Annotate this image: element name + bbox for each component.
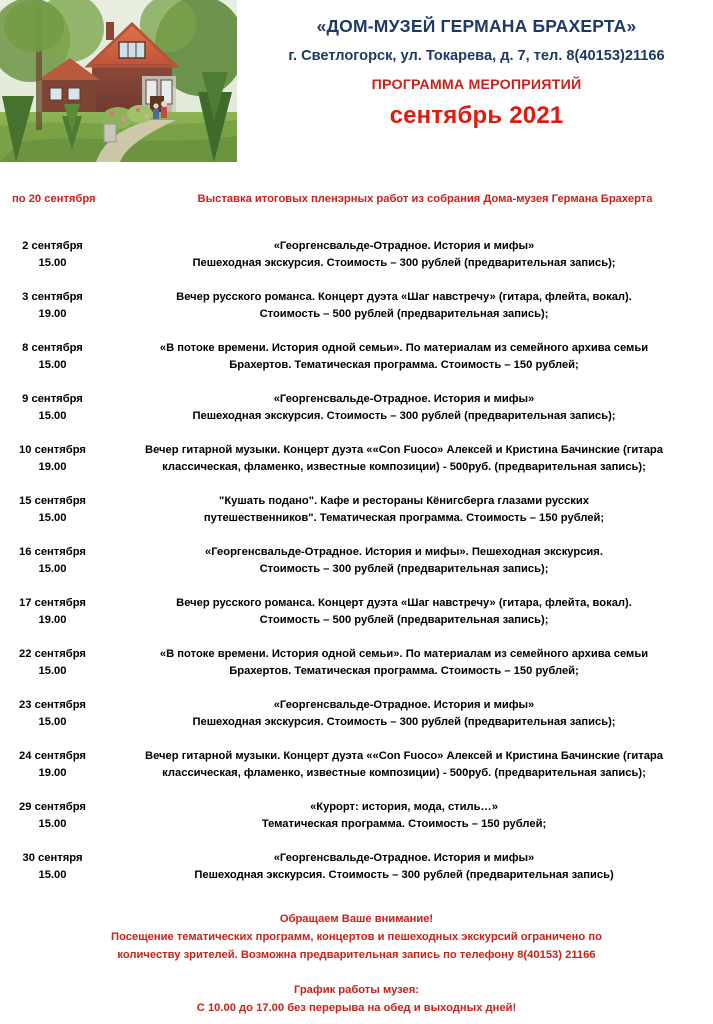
event-date-cell bbox=[0, 340, 105, 374]
event-description-line: «В потоке времени. История одной семьи». По материалам из семейного архива семьи bbox=[159, 342, 649, 354]
event-date: 10 сентября bbox=[19, 444, 86, 456]
event-date: 3 сентября bbox=[22, 291, 83, 303]
schedule-row bbox=[0, 493, 713, 527]
event-date: 9 сентября bbox=[22, 393, 83, 405]
event-description-line: путешественников". Тематическая программа. Стоимость – 150 рублей; bbox=[203, 512, 605, 524]
event-description-line: «Георгенсвальде-Отрадное. История и мифы» bbox=[273, 699, 535, 711]
event-description-line: Тематическая программа. Стоимость – 150 рублей; bbox=[261, 818, 547, 830]
event-date-cell bbox=[0, 191, 117, 208]
event-description-line: «Георгенсвальде-Отрадное. История и мифы». Пешеходная экскурсия. bbox=[205, 546, 603, 558]
event-description-line: Брахертов. Тематическая программа. Стоимость – 150 рублей; bbox=[229, 359, 579, 371]
museum-house-photo bbox=[0, 0, 237, 162]
event-date: 16 сентября bbox=[19, 546, 86, 558]
event-description-cell bbox=[105, 748, 713, 782]
schedule-row bbox=[0, 442, 713, 476]
event-description-line: классическая, фламенко, известные композиции) - 500руб. (предварительная запись); bbox=[162, 461, 646, 473]
event-description-line: Стоимость – 500 рублей (предварительная запись); bbox=[259, 614, 549, 626]
event-date: 15 сентября bbox=[19, 495, 86, 507]
event-date: 24 сентября bbox=[19, 750, 86, 762]
schedule-row bbox=[0, 391, 713, 425]
event-description-line: Пешеходная экскурсия. Стоимость – 300 рублей (предварительная запись) bbox=[194, 869, 614, 881]
schedule-row bbox=[0, 748, 713, 782]
event-time: 15.00 bbox=[38, 716, 67, 728]
event-description-cell bbox=[105, 442, 713, 476]
event-description-line: «Георгенсвальде-Отрадное. История и мифы» bbox=[273, 240, 535, 252]
schedule-row bbox=[0, 191, 713, 208]
event-description-line: Стоимость – 300 рублей (предварительная запись); bbox=[259, 563, 549, 575]
schedule-row bbox=[0, 238, 713, 272]
event-date-cell bbox=[0, 850, 105, 884]
event-time: 19.00 bbox=[38, 461, 67, 473]
attention-block bbox=[57, 910, 657, 964]
page-header bbox=[0, 0, 713, 168]
schedule-row bbox=[0, 850, 713, 884]
event-date: 2 сентября bbox=[22, 240, 83, 252]
event-date: 17 сентября bbox=[19, 597, 86, 609]
hours-title: График работы музея: bbox=[293, 984, 420, 996]
page-footer bbox=[0, 910, 713, 1017]
event-date-cell bbox=[0, 748, 105, 782]
event-time: 19.00 bbox=[38, 308, 67, 320]
event-description-cell bbox=[105, 493, 713, 527]
event-description-line: «В потоке времени. История одной семьи». По материалам из семейного архива семьи bbox=[159, 648, 649, 660]
event-description-line: классическая, фламенко, известные композиции) - 500руб. (предварительная запись); bbox=[162, 767, 646, 779]
event-date-cell bbox=[0, 238, 105, 272]
hours-value: С 10.00 до 17.00 без перерыва на обед и выходных дней! bbox=[196, 1002, 517, 1014]
event-time: 15.00 bbox=[38, 869, 67, 881]
event-description-line: «Курорт: история, мода, стиль…» bbox=[310, 801, 498, 813]
event-description-line: Брахертов. Тематическая программа. Стоимость – 150 рублей; bbox=[229, 665, 579, 677]
program-month: сентябрь 2021 bbox=[389, 102, 564, 130]
event-date: 29 сентября bbox=[19, 801, 86, 813]
museum-address: г. Светлогорск, ул. Токарева, д. 7, тел. 8(40153)21166 bbox=[288, 47, 665, 64]
event-date-cell bbox=[0, 646, 105, 680]
event-description-line: Вечер русского романса. Концерт дуэта «Шаг навстречу» (гитара, флейта, вокал). bbox=[176, 291, 632, 303]
event-description-cell bbox=[105, 391, 713, 425]
event-description-line: Пешеходная экскурсия. Стоимость – 300 рублей (предварительная запись); bbox=[192, 410, 616, 422]
schedule-row bbox=[0, 340, 713, 374]
event-description-cell bbox=[105, 850, 713, 884]
schedule-row bbox=[0, 697, 713, 731]
schedule-row bbox=[0, 646, 713, 680]
event-time: 19.00 bbox=[38, 614, 67, 626]
event-time: 15.00 bbox=[38, 563, 67, 575]
event-time: 15.00 bbox=[38, 818, 67, 830]
event-description-cell bbox=[105, 289, 713, 323]
event-date: 30 сентяря bbox=[22, 852, 83, 864]
event-description-line: Пешеходная экскурсия. Стоимость – 300 рублей (предварительная запись); bbox=[192, 257, 616, 269]
attention-line-1: Посещение тематических программ, концертов и пешеходных экскурсий ограничено по bbox=[111, 931, 602, 943]
event-description-cell bbox=[105, 646, 713, 680]
events-schedule bbox=[0, 191, 713, 884]
event-date: 8 сентября bbox=[22, 342, 83, 354]
event-description-cell bbox=[105, 544, 713, 578]
schedule-row bbox=[0, 289, 713, 323]
schedule-row bbox=[0, 799, 713, 833]
event-date-cell bbox=[0, 442, 105, 476]
event-date-cell bbox=[0, 544, 105, 578]
event-description-cell bbox=[105, 799, 713, 833]
event-date-cell bbox=[0, 697, 105, 731]
event-description-line: Стоимость – 500 рублей (предварительная запись); bbox=[259, 308, 549, 320]
event-date-cell bbox=[0, 799, 105, 833]
attention-line-2: количеству зрителей. Возможна предварительная запись по телефону 8(40153) 21166 bbox=[117, 949, 596, 961]
event-time: 15.00 bbox=[38, 512, 67, 524]
program-label: ПРОГРАММА МЕРОПРИЯТИЙ bbox=[371, 77, 582, 94]
event-description-line: Вечер русского романса. Концерт дуэта «Шаг навстречу» (гитара, флейта, вокал). bbox=[176, 597, 632, 609]
event-description-line: Выставка итоговых пленэрных работ из собрания Дома-музея Германа Брахерта bbox=[197, 193, 653, 205]
event-description-line: "Кушать подано". Кафе и рестораны Кёнигсберга глазами русских bbox=[219, 495, 589, 507]
event-time: 19.00 bbox=[38, 767, 67, 779]
event-description-line: Вечер гитарной музыки. Концерт дуэта ««Con Fuoco» Алексей и Кристина Бачинские (гитара bbox=[145, 444, 663, 456]
event-description-cell bbox=[117, 191, 713, 208]
event-date: по 20 сентября bbox=[12, 193, 96, 205]
event-description-line: Вечер гитарной музыки. Концерт дуэта ««Con Fuoco» Алексей и Кристина Бачинские (гитара bbox=[145, 750, 663, 762]
attention-title: Обращаем Ваше внимание! bbox=[279, 913, 434, 925]
event-description-cell bbox=[105, 697, 713, 731]
event-date-cell bbox=[0, 595, 105, 629]
event-description-cell bbox=[105, 595, 713, 629]
hours-block bbox=[57, 981, 657, 1017]
event-date: 22 сентября bbox=[19, 648, 86, 660]
header-text-block bbox=[240, 16, 713, 130]
event-description-line: «Георгенсвальде-Отрадное. История и мифы» bbox=[273, 393, 535, 405]
event-time: 15.00 bbox=[38, 257, 67, 269]
event-description-line: Пешеходная экскурсия. Стоимость – 300 рублей (предварительная запись); bbox=[192, 716, 616, 728]
schedule-row bbox=[0, 544, 713, 578]
museum-title: «ДОМ-МУЗЕЙ ГЕРМАНА БРАХЕРТА» bbox=[316, 16, 637, 36]
event-time: 15.00 bbox=[38, 665, 67, 677]
event-description-line: «Георгенсвальде-Отрадное. История и мифы» bbox=[273, 852, 535, 864]
event-date-cell bbox=[0, 289, 105, 323]
event-time: 15.00 bbox=[38, 359, 67, 371]
event-description-cell bbox=[105, 238, 713, 272]
event-date-cell bbox=[0, 493, 105, 527]
event-time: 15.00 bbox=[38, 410, 67, 422]
event-date-cell bbox=[0, 391, 105, 425]
event-description-cell bbox=[105, 340, 713, 374]
schedule-row bbox=[0, 595, 713, 629]
footer-spacer bbox=[0, 964, 713, 981]
watercolor-illustration bbox=[0, 0, 237, 162]
event-date: 23 сентября bbox=[19, 699, 86, 711]
